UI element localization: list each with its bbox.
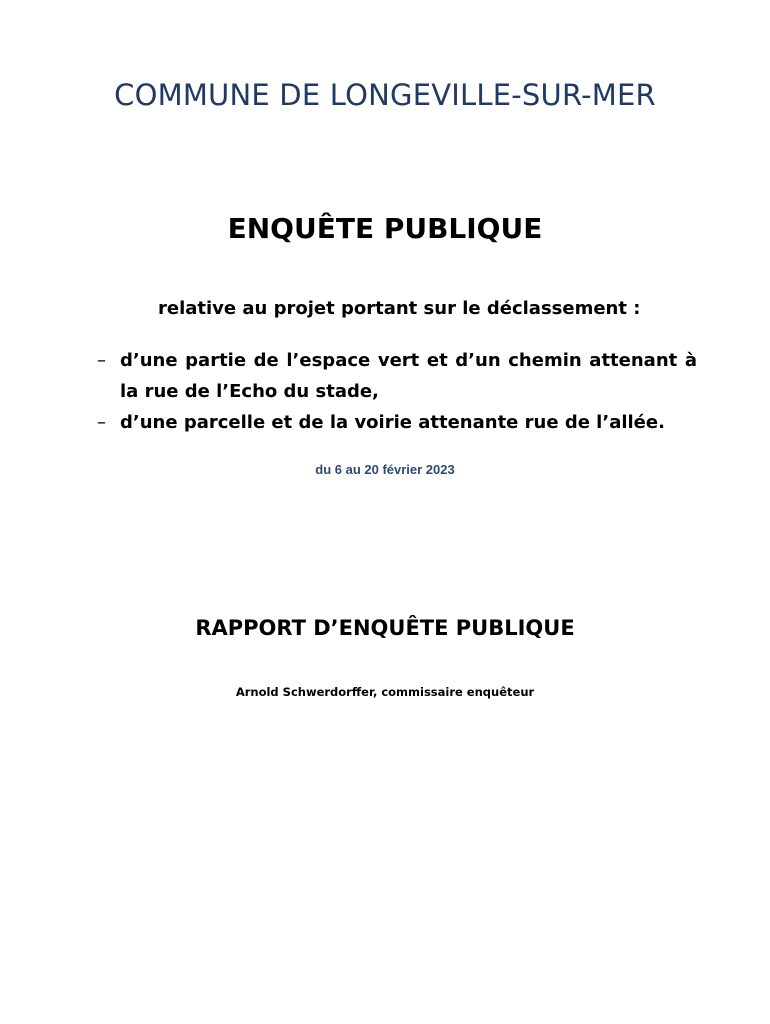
list-item [97,345,697,407]
author-line: Arnold Schwerdorffer, commissaire enquêteur [235,685,535,699]
dash-bullet: – [97,412,106,433]
commune-heading: COMMUNE DE LONGEVILLE-SUR-MER [114,78,656,112]
inquiry-dates: du 6 au 20 février 2023 [315,462,455,477]
list-item [97,407,697,438]
report-title: RAPPORT D’ENQUÊTE PUBLIQUE [195,616,575,640]
document-title: ENQUÊTE PUBLIQUE [227,212,543,245]
subject-list [97,345,697,438]
dash-bullet: – [97,350,106,371]
subject-intro: relative au projet portant sur le déclassement : [158,298,641,319]
list-item-text: d’une parcelle et de la voirie attenante rue de l’allée. [120,412,665,433]
list-item-text: d’une partie de l’espace vert et d’un chemin attenant à la rue de l’Echo du stade, [120,350,697,402]
